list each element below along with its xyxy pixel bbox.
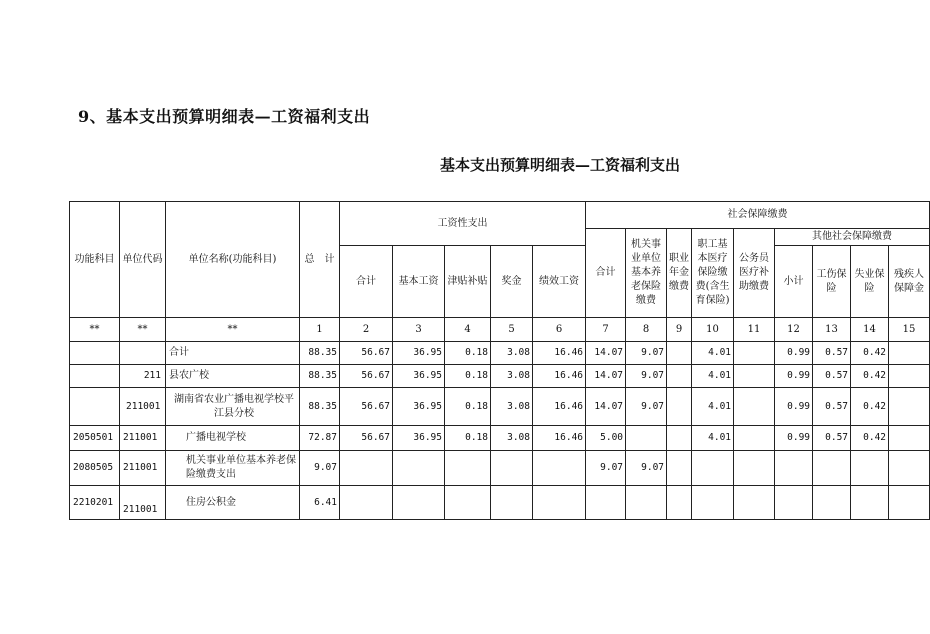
value-cell: [340, 486, 393, 520]
value-cell: 0.99: [775, 342, 813, 365]
unit-name-cell: 合计: [166, 342, 300, 365]
table-row: [70, 426, 930, 451]
table-row: [70, 451, 930, 486]
value-cell: 0.42: [851, 426, 889, 451]
budget-table: [69, 201, 930, 520]
header-func-code: 功能科目: [70, 202, 120, 318]
header-social-total: 合计: [586, 229, 626, 318]
value-cell: 56.67: [340, 388, 393, 426]
value-cell: 3.08: [491, 342, 533, 365]
value-cell: 0.42: [851, 342, 889, 365]
table-title: 基本支出预算明细表—工资福利支出: [440, 156, 681, 174]
value-cell: 4.01: [692, 365, 734, 388]
value-cell: [889, 342, 930, 365]
value-cell: [626, 426, 667, 451]
value-cell: 16.46: [533, 365, 586, 388]
budget-table-container: [69, 201, 925, 521]
value-cell: [491, 451, 533, 486]
value-cell: 0.99: [775, 365, 813, 388]
header-other-col: 失业保险: [851, 246, 889, 318]
value-cell: 9.07: [300, 451, 340, 486]
column-index-cell: 12: [775, 318, 813, 342]
value-cell: 88.35: [300, 365, 340, 388]
header-annuity: 职业年金缴费: [667, 229, 692, 318]
column-index-cell: 9: [667, 318, 692, 342]
header-wage-col: 合计: [340, 246, 393, 318]
table-row: [70, 365, 930, 388]
value-cell: 0.42: [851, 388, 889, 426]
value-cell: 0.99: [775, 388, 813, 426]
header-wage-col: 奖金: [491, 246, 533, 318]
table-row: [70, 342, 930, 365]
header-pension: 机关事业单位基本养老保险缴费: [626, 229, 667, 318]
func-code-cell: 2210201: [70, 486, 120, 520]
value-cell: [813, 486, 851, 520]
unit-name-cell: 县农广校: [166, 365, 300, 388]
unit-code-cell: 211001: [120, 451, 166, 486]
document-heading: 9、基本支出预算明细表—工资福利支出: [78, 107, 371, 126]
value-cell: 0.18: [445, 365, 491, 388]
header-wage-col: 绩效工资: [533, 246, 586, 318]
value-cell: [340, 451, 393, 486]
value-cell: [889, 451, 930, 486]
table-row: [70, 486, 930, 520]
value-cell: 5.00: [586, 426, 626, 451]
value-cell: 4.01: [692, 426, 734, 451]
header-other-col: 工伤保险: [813, 246, 851, 318]
header-unit-code: 单位代码: [120, 202, 166, 318]
value-cell: 9.07: [626, 451, 667, 486]
column-index-cell: 15: [889, 318, 930, 342]
column-index-row: [70, 318, 930, 342]
value-cell: [393, 451, 445, 486]
column-index-cell: 3: [393, 318, 445, 342]
value-cell: 0.99: [775, 426, 813, 451]
column-index-cell: 14: [851, 318, 889, 342]
header-wage-col: 津贴补贴: [445, 246, 491, 318]
value-cell: 16.46: [533, 426, 586, 451]
column-index-cell: **: [120, 318, 166, 342]
unit-name-cell: 机关事业单位基本养老保险缴费支出: [166, 451, 300, 486]
value-cell: 16.46: [533, 342, 586, 365]
header-wage-group: 工资性支出: [340, 202, 586, 246]
value-cell: 0.42: [851, 365, 889, 388]
value-cell: 36.95: [393, 342, 445, 365]
value-cell: [889, 388, 930, 426]
value-cell: [626, 486, 667, 520]
unit-code-cell: 211: [120, 365, 166, 388]
value-cell: 9.07: [626, 388, 667, 426]
value-cell: [533, 486, 586, 520]
func-code-cell: [70, 365, 120, 388]
value-cell: 0.57: [813, 388, 851, 426]
value-cell: 36.95: [393, 388, 445, 426]
value-cell: [734, 426, 775, 451]
header-other-col: 残疾人保障金: [889, 246, 930, 318]
value-cell: [851, 451, 889, 486]
value-cell: [667, 365, 692, 388]
unit-name-cell: 住房公积金: [166, 486, 300, 520]
value-cell: 72.87: [300, 426, 340, 451]
func-code-cell: [70, 342, 120, 365]
value-cell: [491, 486, 533, 520]
unit-name-cell: 湖南省农业广播电视学校平江县分校: [166, 388, 300, 426]
column-index-cell: 1: [300, 318, 340, 342]
value-cell: [889, 426, 930, 451]
value-cell: [667, 342, 692, 365]
header-total: 总 计: [300, 202, 340, 318]
value-cell: [734, 365, 775, 388]
value-cell: 14.07: [586, 365, 626, 388]
column-index-cell: 8: [626, 318, 667, 342]
column-index-cell: 10: [692, 318, 734, 342]
value-cell: [586, 486, 626, 520]
value-cell: 36.95: [393, 426, 445, 451]
column-index-cell: 2: [340, 318, 393, 342]
unit-name-cell: 广播电视学校: [166, 426, 300, 451]
value-cell: 14.07: [586, 388, 626, 426]
column-index-cell: 7: [586, 318, 626, 342]
value-cell: [667, 426, 692, 451]
value-cell: 9.07: [586, 451, 626, 486]
value-cell: [667, 486, 692, 520]
column-index-cell: 6: [533, 318, 586, 342]
header-unit-name: 单位名称(功能科目): [166, 202, 300, 318]
value-cell: [889, 365, 930, 388]
value-cell: 0.18: [445, 342, 491, 365]
value-cell: 0.57: [813, 426, 851, 451]
value-cell: [775, 451, 813, 486]
column-index-cell: 5: [491, 318, 533, 342]
value-cell: [889, 486, 930, 520]
header-civil-medical: 公务员医疗补助缴费: [734, 229, 775, 318]
header-social-group: 社会保障缴费: [586, 202, 930, 229]
unit-code-cell: 211001: [120, 426, 166, 451]
header-wage-col: 基本工资: [393, 246, 445, 318]
column-index-cell: **: [166, 318, 300, 342]
func-code-cell: [70, 388, 120, 426]
value-cell: [775, 486, 813, 520]
header-other-group: 其他社会保障缴费: [775, 229, 930, 246]
value-cell: [445, 451, 491, 486]
value-cell: [667, 451, 692, 486]
value-cell: 88.35: [300, 342, 340, 365]
value-cell: 14.07: [586, 342, 626, 365]
value-cell: 3.08: [491, 426, 533, 451]
value-cell: 3.08: [491, 388, 533, 426]
value-cell: [734, 486, 775, 520]
value-cell: 0.57: [813, 342, 851, 365]
value-cell: 88.35: [300, 388, 340, 426]
column-index-cell: 4: [445, 318, 491, 342]
value-cell: 4.01: [692, 388, 734, 426]
value-cell: 0.57: [813, 365, 851, 388]
value-cell: [734, 388, 775, 426]
value-cell: 3.08: [491, 365, 533, 388]
value-cell: [734, 451, 775, 486]
func-code-cell: 2050501: [70, 426, 120, 451]
value-cell: [851, 486, 889, 520]
column-index-cell: 11: [734, 318, 775, 342]
value-cell: 0.18: [445, 426, 491, 451]
unit-code-cell: [120, 342, 166, 365]
value-cell: [533, 451, 586, 486]
value-cell: 16.46: [533, 388, 586, 426]
column-index-cell: **: [70, 318, 120, 342]
value-cell: 56.67: [340, 365, 393, 388]
value-cell: [393, 486, 445, 520]
value-cell: 4.01: [692, 342, 734, 365]
value-cell: 36.95: [393, 365, 445, 388]
value-cell: 0.18: [445, 388, 491, 426]
value-cell: [445, 486, 491, 520]
value-cell: [692, 486, 734, 520]
table-row: [70, 388, 930, 426]
unit-code-cell: 211001: [120, 486, 166, 520]
unit-code-cell: 211001: [120, 388, 166, 426]
value-cell: [692, 451, 734, 486]
column-index-cell: 13: [813, 318, 851, 342]
value-cell: 6.41: [300, 486, 340, 520]
func-code-cell: 2080505: [70, 451, 120, 486]
value-cell: [813, 451, 851, 486]
value-cell: 56.67: [340, 342, 393, 365]
value-cell: 9.07: [626, 342, 667, 365]
value-cell: [667, 388, 692, 426]
header-medical: 职工基本医疗保险缴费(含生育保险): [692, 229, 734, 318]
value-cell: [734, 342, 775, 365]
header-other-col: 小计: [775, 246, 813, 318]
value-cell: 56.67: [340, 426, 393, 451]
value-cell: 9.07: [626, 365, 667, 388]
